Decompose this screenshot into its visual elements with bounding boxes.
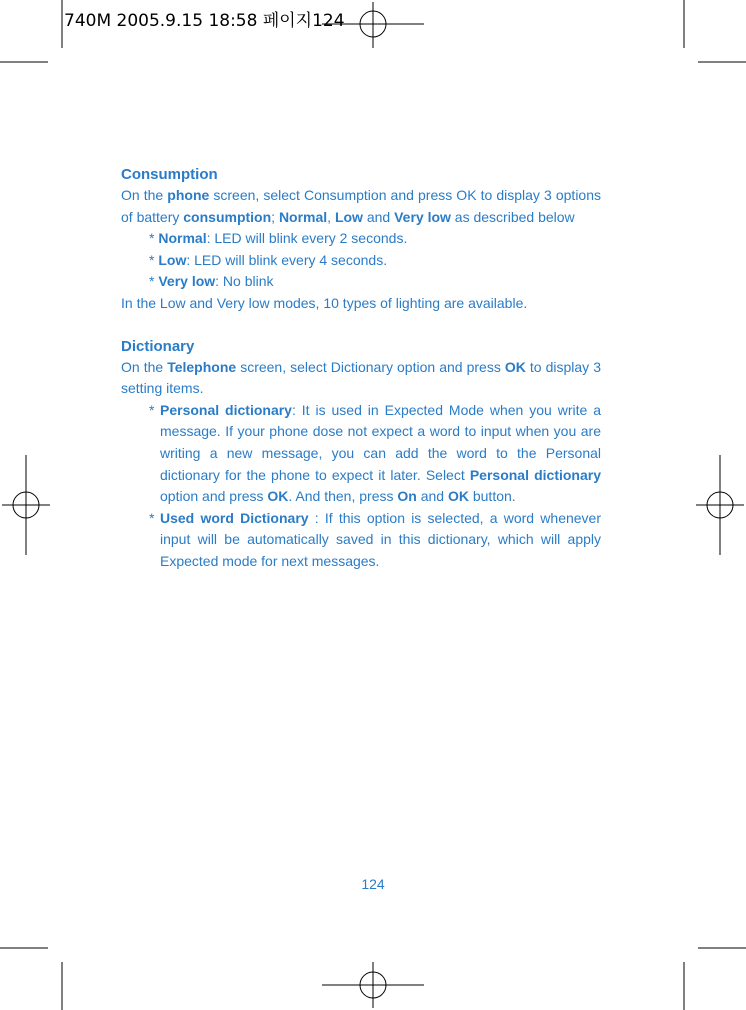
page-number: 124 bbox=[361, 876, 385, 892]
print-header-stamp: 740M 2005.9.15 18:58 페이지124 bbox=[64, 11, 345, 31]
dictionary-item-used-word: * Used word Dictionary : If this option is selected, a word whenever input will be automatically saved in this dictionary, which will apply Expected mode for next messages. bbox=[149, 509, 601, 569]
registration-mark-left bbox=[2, 455, 50, 555]
registration-mark-bottom bbox=[322, 962, 424, 1008]
registration-mark-right bbox=[696, 455, 744, 555]
page-content bbox=[121, 165, 601, 573]
consumption-note: In the Low and Very low modes, 10 types of lighting are available. bbox=[121, 294, 528, 311]
consumption-heading: Consumption bbox=[121, 166, 218, 183]
dictionary-item-personal: * Personal dictionary: It is used in Expected Mode when you write a message. If your phone dose not expect a word to input when you are writing a new message, you can add the word to the Personal dictionary for the phone to expect it later. Select Personal dictionary option and press OK. And then, press On and OK button. bbox=[149, 401, 601, 505]
dictionary-intro: On the Telephone screen, select Dictionary option and press OK to display 3 setting items. bbox=[121, 358, 601, 397]
consumption-option-very-low: * Very low: No blink bbox=[149, 273, 274, 290]
consumption-intro: On the phone screen, select Consumption and press OK to display 3 options of battery consumption; Normal, Low and Very low as described below bbox=[121, 187, 602, 225]
consumption-option-normal: * Normal: LED will blink every 2 seconds. bbox=[149, 230, 408, 247]
dictionary-heading: Dictionary bbox=[121, 337, 195, 355]
consumption-option-low: * Low: LED will blink every 4 seconds. bbox=[149, 251, 388, 268]
